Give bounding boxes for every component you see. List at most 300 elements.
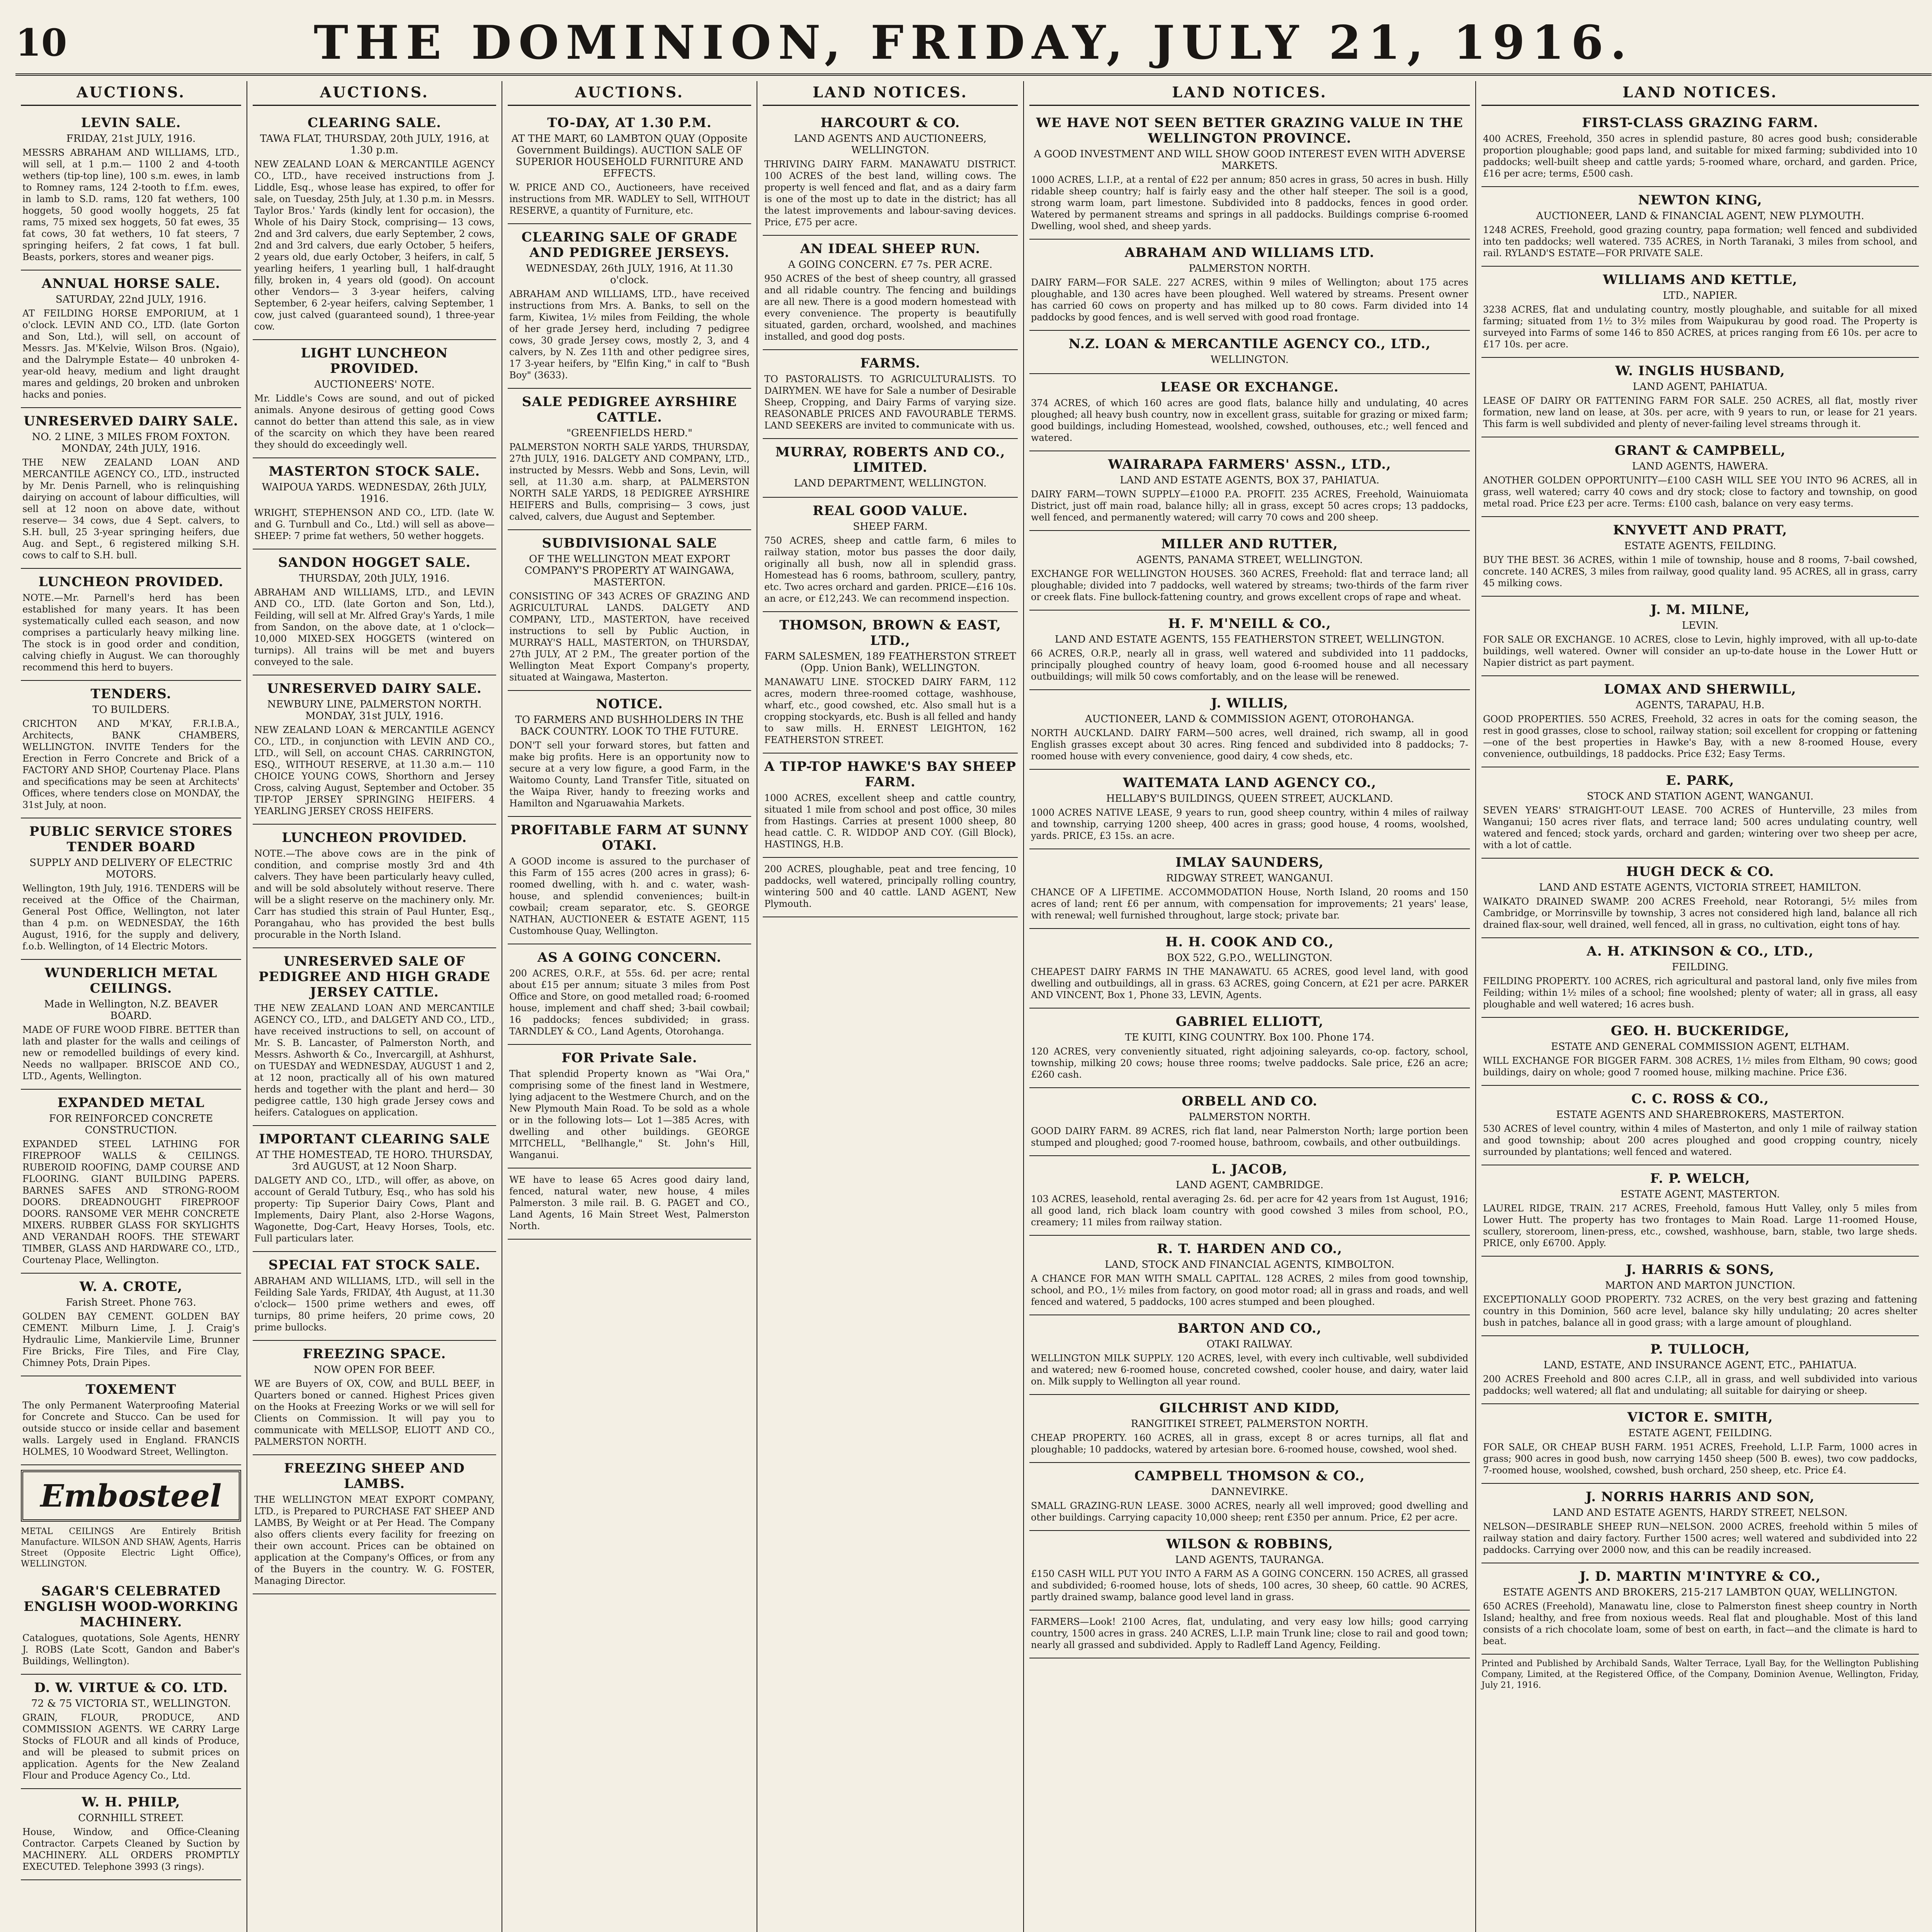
advertisement xyxy=(508,530,751,691)
ad-body: DALGETY AND CO., LTD., will offer, as above, on account of Gerald Tutbury, Esq., who has sold his property: Tip Superior Dairy Cows, Plant and Implements, Dairy Plant, also 2-Horse Wagons, Wagonette, Dog-Cart, Heavy Horses, Tools, etc. Full particulars later. xyxy=(254,1175,495,1244)
ad-heading: NEWTON KING, xyxy=(1638,192,1762,208)
ad-subheading: THURSDAY, 20th JULY, 1916. xyxy=(299,573,450,584)
ad-subheading: WAIPOUA YARDS. WEDNESDAY, 26th JULY, 1916. xyxy=(262,481,487,505)
ad-subheading: ESTATE AGENT, MASTERTON. xyxy=(1620,1189,1780,1200)
advertisement xyxy=(1481,1484,1919,1563)
ad-heading: UNRESERVED DAIRY SALE. xyxy=(267,681,482,696)
advertisement xyxy=(253,340,496,458)
ad-heading: CLEARING SALE OF GRADE AND PEDIGREE JERSEYS. xyxy=(521,230,738,260)
ad-body: THE WELLINGTON MEAT EXPORT COMPANY, LTD., is Prepared to PURCHASE FAT SHEEP AND LAMBS, By Weight or at Per Head. The Company also offers clients every facility for freezing on their own account. Prices can be obtained on application at the Company's Offices, or from any of the Buyers in the country. W. G. FOSTER, Managing Director. xyxy=(254,1494,495,1586)
ad-heading: FARMS. xyxy=(860,355,920,371)
ad-body: MANAWATU LINE. STOCKED DAIRY FARM, 112 acres, modern three-roomed cottage, washhouse, wharf, etc., good cowshed, etc. Also small hut is a cropping stockyards, etc. Bush is all felled and handy to saw mills. H. ERNEST LEIGHTON, 162 FEATHERSTON STREET. xyxy=(764,677,1016,745)
masthead xyxy=(15,12,1932,76)
ad-body: FARMERS—Look! 2100 Acres, flat, undulating, and very easy low hills; good carrying country, 1500 acres in grass. 240 ACRES, L.I.P. main Trunk line; close to rail and good town; nearly all grassed and subdivided. Apply to Radleff Land Agency, Feilding. xyxy=(1031,1616,1468,1650)
ad-subheading: NEWBURY LINE, PALMERSTON NORTH. MONDAY, 31st JULY, 1916. xyxy=(267,699,482,722)
ad-subheading: AT THE MART, 60 LAMBTON QUAY (Opposite Government Buildings). AUCTION SALE OF SUPERIOR HOUSEHOLD FURNITURE AND EFFECTS. xyxy=(511,133,748,179)
ad-body: Wellington, 19th July, 1916. TENDERS will be received at the Office of the Chairman, General Post Office, Wellington, not later than 4 p.m. on WEDNESDAY, the 16th August, 1916, for the supply and delivery, f.o.b. Wellington, of 14 Electric Motors. xyxy=(22,883,240,952)
advertisement xyxy=(508,389,751,530)
ad-body: WE have to lease 65 Acres good dairy land, fenced, natural water, new house, 4 miles Palmerston. 3 mile rail. B. G. PAGET and CO., Land Agents, 16 Main Street West, Palmerston North. xyxy=(509,1174,750,1231)
advertisement xyxy=(1481,1336,1919,1404)
ad-subheading: LAND AGENTS, TAURANGA. xyxy=(1175,1554,1324,1566)
ad-subheading: CORNHILL STREET. xyxy=(78,1812,184,1824)
ad-body: 3238 ACRES, flat and undulating country, mostly ploughable, and suitable for all mixed farming; situated from 1½ to 3½ miles from Waipukurau by good road. The Property is surveyed into Farms of some 146 to 850 ACRES, at prices ranging from £6 10s. per acre to £17 10s. per acre. xyxy=(1483,304,1917,350)
advertisement xyxy=(1481,1086,1919,1165)
ad-body: MESSRS ABRAHAM AND WILLIAMS, LTD., will sell, at 1 p.m.— 1100 2 and 4-tooth wethers (tip-top line), 100 s.m. ewes, in lamb to Romney rams, 124 2-tooth to f.f.m. ewes, in lamb to S.D. rams, 120 fat wethers, 100 hoggets, 50 good woolly hoggets, 25 fat rams, 75 mixed sex hoggets, 50 fat ewes, 35 fat cows, 30 fat wethers, 10 fat steers, 7 springing heifers, 2 fat cows, 1 fat bull. Beasts, porkers, stores and weaner pigs. xyxy=(22,147,240,262)
ad-heading: FREEZING SPACE. xyxy=(303,1346,446,1362)
ad-heading: SUBDIVISIONAL SALE xyxy=(542,536,717,551)
ad-body: House, Window, and Office-Cleaning Contractor. Carpets Cleaned by Suction by MACHINERY. ALL ORDERS PROMPTLY EXECUTED. Telephone 3993 (3 rings). xyxy=(22,1827,240,1872)
advertisement xyxy=(1029,770,1470,849)
ad-body: NOTE.—The above cows are in the pink of condition, and comprise mostly 3rd and 4th calvers. They have been particularly heavy culled, and will be sold absolutely without reserve. There will be a slight reserve on the machinery only. Mr. Carr has studied this strain of Paul Hunter, Esq., Porangahau, who has provided the best bulls procurable in the North Island. xyxy=(254,848,495,940)
advertisement xyxy=(1029,1463,1470,1531)
advertisement xyxy=(253,1126,496,1252)
ad-body: 750 ACRES, sheep and cattle farm, 6 miles to railway station, motor bus passes the door daily, originally all bush, now all in splendid grass. Homestead has 6 rooms, bathroom, scullery, pantry, etc. Two acres orchard and garden. PRICE—£16 10s. an acre, or £12,243. We can recommend inspection. xyxy=(764,535,1016,604)
ad-heading: FIRST-CLASS GRAZING FARM. xyxy=(1582,115,1818,131)
ad-heading: IMLAY SAUNDERS, xyxy=(1175,855,1324,870)
ad-body: CRICHTON AND M'KAY, F.R.I.B.A., Architects, BANK CHAMBERS, WELLINGTON. INVITE Tenders for the Erection in Ferro Concrete and Brick of a FACTORY AND SHOP, Courtenay Place. Plans and specifications may be seen at Architects' Offices, where tenders close on MONDAY, the 31st July, at noon. xyxy=(22,718,240,810)
advertisement xyxy=(21,1274,241,1376)
ad-subheading: PALMERSTON NORTH. xyxy=(1189,263,1311,274)
ad-subheading: PALMERSTON NORTH. xyxy=(1189,1111,1311,1123)
ad-heading: ABRAHAM AND WILLIAMS LTD. xyxy=(1124,245,1375,260)
ad-body: ABRAHAM AND WILLIAMS, LTD., will sell in the Feilding Sale Yards, FRIDAY, 4th August, at 11.30 o'clock— 1500 prime wethers and ewes, off turnips, 80 prime heifers, 20 prime cows, 20 prime bullocks. xyxy=(254,1276,495,1333)
advertisement xyxy=(1029,331,1470,374)
advertisement xyxy=(1481,938,1919,1018)
ad-body: 103 ACRES, leasehold, rental averaging 2s. 6d. per acre for 42 years from 1st August, 1916; all good land, rich black loam country with good cowshed 3 miles from school, P.O., creamery; 11 miles from railway station. xyxy=(1031,1194,1468,1228)
ad-subheading: ESTATE AGENTS AND SHAREBROKERS, MASTERTON. xyxy=(1556,1109,1844,1121)
advertisement xyxy=(253,1252,496,1341)
column-auctions-1 xyxy=(15,81,247,1932)
ad-subheading: ESTATE AND GENERAL COMMISSION AGENT, ELTHAM. xyxy=(1551,1041,1850,1053)
advertisement xyxy=(21,818,241,960)
advertisement xyxy=(21,1675,241,1789)
ad-subheading: FEILDING. xyxy=(1672,961,1729,973)
advertisement xyxy=(1029,929,1470,1009)
ad-body: WELLINGTON MILK SUPPLY. 120 ACRES, level, with every inch cultivable, well subdivided and watered; new 6-roomed house, concreted cowshed, cooler house, and dairy, water laid on. Milk supply to Wellington all year round. xyxy=(1031,1353,1468,1387)
ad-heading: H. F. M'NEILL & CO., xyxy=(1168,616,1331,631)
ad-body: NEW ZEALAND LOAN & MERCANTILE AGENCY CO., LTD., in conjunction with LEVIN AND CO., LTD., will Sell, on account CHAS. CARRINGTON, ESQ., WITHOUT RESERVE, at 11.30 a.m.— 110 CHOICE YOUNG COWS, Shorthorn and Jersey Cross, calving August, September and October. 35 TIP-TOP JERSEY SPRINGING HEIFERS. 4 YEARLING JERSEY CROSS HEIFERS. xyxy=(254,724,495,816)
ad-heading: SANDON HOGGET SALE. xyxy=(278,555,471,570)
ad-heading: BARTON AND CO., xyxy=(1177,1321,1322,1336)
advertisement xyxy=(763,110,1018,236)
advertisement xyxy=(1481,110,1919,187)
advertisement xyxy=(1481,597,1919,676)
column-auctions-2 xyxy=(247,81,502,1932)
columns xyxy=(15,81,1932,1932)
advertisement xyxy=(508,1045,751,1168)
ad-heading: PROFITABLE FARM AT SUNNY OTAKI. xyxy=(510,822,749,853)
advertisement xyxy=(1029,240,1470,331)
ad-heading: WAIRARAPA FARMERS' ASSN., LTD., xyxy=(1108,457,1391,472)
ad-body: 374 ACRES, of which 160 acres are good flats, balance hilly and undulating, 40 acres ploughed; all heavy bush country, now in excellent grass, suitable for grazing or mixed farm; good buildings, including Homestead, woolshed, cowshed, outhouses, etc.; well fenced and watered. xyxy=(1031,398,1468,443)
ad-heading: MURRAY, ROBERTS AND CO., LIMITED. xyxy=(775,444,1005,475)
advertisement xyxy=(1029,1315,1470,1395)
ad-subheading: AT THE HOMESTEAD, TE HORO. THURSDAY, 3rd AUGUST, at 12 Noon Sharp. xyxy=(256,1149,493,1172)
ad-heading: LUNCHEON PROVIDED. xyxy=(282,830,467,845)
advertisement xyxy=(1029,1156,1470,1236)
ad-body: SEVEN YEARS' STRAIGHT-OUT LEASE. 700 ACRES of Hunterville, 23 miles from Wanganui; 150 acres river flats, and terrace land; 500 acres undulating country, well watered and fenced; stock yards, orchard and garden; wintering over two sheep per acre, with a lot of cattle. xyxy=(1483,805,1917,850)
advertisement xyxy=(21,110,241,270)
ad-subheading: AGENTS, PANAMA STREET, WELLINGTON. xyxy=(1136,554,1363,566)
ad-subheading: LAND AND ESTATE AGENTS, VICTORIA STREET, HAMILTON. xyxy=(1539,882,1861,893)
ad-subheading: HELLABY'S BUILDINGS, QUEEN STREET, AUCKLAND. xyxy=(1106,793,1393,804)
newspaper-title: THE DOMINION, FRIDAY, JULY 21, 1916. xyxy=(313,15,1634,70)
ad-body: GOOD DAIRY FARM. 89 ACRES, rich flat land, near Palmerston North; large portion been stumped and ploughed; good 7-roomed house, bathroom, cowbails, and other outbuildings. xyxy=(1031,1126,1468,1148)
ad-heading: AN IDEAL SHEEP RUN. xyxy=(800,241,981,257)
advertisement xyxy=(1029,1611,1470,1658)
ad-heading: VICTOR E. SMITH, xyxy=(1627,1410,1773,1425)
ad-subheading: WEDNESDAY, 26th JULY, 1916, At 11.30 o'clock. xyxy=(526,263,733,286)
ad-body: That splendid Property known as "Wai Ora," comprising some of the finest land in Westmere, lying adjacent to the Westmere Church, and on the New Plymouth Main Road. To be sold as a whole or in the following lots— Lot 1—385 Acres, with dwelling and other buildings. GEORGE MITCHELL, "Bellhangle," St. John's Hill, Wanganui. xyxy=(509,1068,750,1160)
column-auctions-3 xyxy=(502,81,757,1932)
advertisement xyxy=(1029,849,1470,929)
ad-subheading: ESTATE AGENT, FEILDING. xyxy=(1628,1427,1772,1439)
advertisement xyxy=(763,612,1018,753)
ad-subheading: LAND DEPARTMENT, WELLINGTON. xyxy=(794,478,987,489)
ad-heading: LOMAX AND SHERWILL, xyxy=(1604,682,1796,697)
advertisement xyxy=(508,110,751,224)
ad-body: LAUREL RIDGE, TRAIN. 217 ACRES, Freehold, famous Hutt Valley, only 5 miles from Lower Hutt. The property has two frontages to Main Road. Large 11-roomed House, scullery, storeroom, linen-press, etc., cowshed, washhouse, barn, stable, two large sheds. PRICE, only £6700. Apply. xyxy=(1483,1203,1917,1248)
advertisement xyxy=(1481,1165,1919,1257)
advertisement xyxy=(253,110,496,340)
ad-body: SMALL GRAZING-RUN LEASE. 3000 ACRES, nearly all well improved; good dwelling and other buildings. Carrying capacity 10,000 sheep; rent £350 per annum. Price, £2 per acre. xyxy=(1031,1500,1468,1523)
ad-body: WRIGHT, STEPHENSON AND CO., LTD. (late W. and G. Turnbull and Co., Ltd.) will sell as above— SHEEP: 7 prime fat wethers, 50 wether hoggets. xyxy=(254,507,495,541)
ad-body: PALMERSTON NORTH SALE YARDS, THURSDAY, 27th JULY, 1916. DALGETY AND COMPANY, LTD., instructed by Messrs. Webb and Sons, Levin, will sell, at 11.30 a.m. sharp, at PALMERSTON NORTH SALE YARDS, 18 PEDIGREE AYRSHIRE HEIFERS and Bulls, comprising— 3 cows, just calved, calvers, due August and September. xyxy=(509,442,750,522)
ad-subheading: LAND AGENTS AND AUCTIONEERS, WELLINGTON. xyxy=(794,133,987,156)
ad-subheading: LAND AGENT, CAMBRIDGE. xyxy=(1175,1179,1324,1191)
ad-subheading: TO FARMERS AND BUSHHOLDERS IN THE BACK COUNTRY. LOOK TO THE FUTURE. xyxy=(515,714,744,737)
ad-subheading: RIDGWAY STREET, WANGANUI. xyxy=(1166,872,1333,884)
ad-subheading: LAND AND ESTATE AGENTS, 155 FEATHERSTON STREET, WELLINGTON. xyxy=(1054,634,1445,645)
ad-body: FOR SALE, OR CHEAP BUSH FARM. 1951 ACRES, Freehold, L.I.P. Farm, 1000 acres in grass; 900 acres in good bush, now carrying 1450 sheep (500 B. ewes), two cow paddocks, 7-roomed house, woolshed, cowshed, bush orchard, 250 sheep, etc. Price £4. xyxy=(1483,1442,1917,1476)
advertisement xyxy=(1481,1563,1919,1655)
column-heading: AUCTIONS. xyxy=(21,81,241,106)
ad-heading: LEVIN SALE. xyxy=(81,115,181,131)
advertisement xyxy=(1029,110,1470,240)
ad-body: CHANCE OF A LIFETIME. ACCOMMODATION House, North Island, 20 rooms and 150 acres of land; rent £6 per annum, with compensation for improvements; 21 years' lease, with renewal; well furnished throughout, large stock; private bar. xyxy=(1031,887,1468,921)
advertisement xyxy=(21,1090,241,1274)
advertisement xyxy=(21,1578,241,1675)
ad-body: FEILDING PROPERTY. 100 ACRES, rich agricultural and pastoral land, only five miles from Feilding; within 1½ miles of a school; fine woolshed; plenty of water; all in grass, all easy ploughable and well watered; 16 acres bush. xyxy=(1483,976,1917,1010)
ad-heading: MASTERTON STOCK SALE. xyxy=(269,464,480,479)
ad-body: NELSON—DESIRABLE SHEEP RUN—NELSON. 2000 ACRES, freehold within 5 miles of railway station and dairy factory. Further 1500 acres; well watered and subdivided into 22 paddocks. Carrying over 2000 now, and this can be readily increased. xyxy=(1483,1521,1917,1555)
ad-heading: MILLER AND RUTTER, xyxy=(1161,536,1338,552)
ad-subheading: RANGITIKEI STREET, PALMERSTON NORTH. xyxy=(1131,1418,1369,1430)
ad-body: W. PRICE AND CO., Auctioneers, have received instructions from MR. WADLEY to Sell, WITHOUT RESERVE, a quantity of Furniture, etc. xyxy=(509,182,750,216)
embosteel-logo: Embosteel xyxy=(21,1470,241,1522)
ad-heading: A. H. ATKINSON & CO., LTD., xyxy=(1587,944,1814,959)
ad-body: 650 ACRES (Freehold), Manawatu line, close to Palmerston finest sheep country in North Island; healthy, and free from noxious weeds. Real flat and ploughable. Most of this land consists of a rich chocolate loam, some of best on earth, in fact—and the climate is hard to beat. xyxy=(1483,1601,1917,1646)
ad-heading: GEO. H. BUCKERIDGE, xyxy=(1611,1023,1790,1039)
advertisement xyxy=(763,350,1018,439)
ad-subheading: LAND, STOCK AND FINANCIAL AGENTS, KIMBOLTON. xyxy=(1105,1259,1395,1270)
advertisement xyxy=(508,817,751,944)
ad-heading: FREEZING SHEEP AND LAMBS. xyxy=(284,1461,465,1492)
ad-heading: WUNDERLICH METAL CEILINGS. xyxy=(44,965,218,996)
ad-heading: LEASE OR EXCHANGE. xyxy=(1160,379,1339,395)
ad-heading: N.Z. LOAN & MERCANTILE AGENCY CO., LTD., xyxy=(1068,336,1431,352)
ad-heading: GRANT & CAMPBELL, xyxy=(1614,443,1786,458)
ad-heading: GABRIEL ELLIOTT, xyxy=(1175,1014,1324,1029)
ad-heading: A TIP-TOP HAWKE'S BAY SHEEP FARM. xyxy=(764,759,1016,790)
advertisement xyxy=(253,458,496,549)
ad-body: DAIRY FARM—FOR SALE. 227 ACRES, within 9 miles of Wellington; about 175 acres ploughable, and 130 acres have been ploughed. Well watered by streams. Present owner has carried 60 cows on property and has milked up to 80 cows. Farm divided into 14 paddocks by good fences, and is well served with good road frontage. xyxy=(1031,277,1468,323)
ad-heading: THOMSON, BROWN & EAST, LTD., xyxy=(779,617,1001,648)
ad-subheading: LTD., NAPIER. xyxy=(1663,290,1738,301)
ad-subheading: LAND AGENT, PAHIATUA. xyxy=(1633,381,1768,393)
ad-body: GOLDEN BAY CEMENT. GOLDEN BAY CEMENT. Milburn Lime, J. J. Craig's Hydraulic Lime, Mankiervile Lime, Brunner Fire Bricks, Fire Tiles, and Fire Clay, Chimney Pots, Drain Pipes. xyxy=(22,1311,240,1368)
advertisement xyxy=(1029,1531,1470,1611)
ad-subheading: NOW OPEN FOR BEEF. xyxy=(313,1364,435,1376)
advertisement xyxy=(1481,1257,1919,1336)
ad-body: 200 ACRES, ploughable, peat and tree fencing, 10 paddocks, well watered, principally rolling country, wintering 500 and 40 cattle. LAND AGENT, New Plymouth. xyxy=(764,864,1016,909)
ad-body: 1000 ACRES, L.I.P., at a rental of £22 per annum; 850 acres in grass, 50 acres in bush. Hilly ridable sheep country; half is fairly easy and the other half steeper. The soil is a good, strong warm loam, part limestone. Subdivided into 8 paddocks, fences in good order. Watered by permanent streams and springs in all paddocks. Buildings comprise 6-roomed Dwelling, wool shed, and sheep yards. xyxy=(1031,174,1468,231)
ad-subheading: LAND AND ESTATE AGENTS, BOX 37, PAHIATUA. xyxy=(1120,474,1379,486)
ad-subheading: OF THE WELLINGTON MEAT EXPORT COMPANY'S PROPERTY AT WAINGAWA, MASTERTON. xyxy=(524,553,735,588)
ad-body: 1000 ACRES NATIVE LEASE, 9 years to run, good sheep country, within 4 miles of railway and township, carrying 1200 sheep, 400 acres in grass; good house, 4 rooms, woolshed, yards. PRICE, £3 15s. an acre. xyxy=(1031,807,1468,841)
ad-subheading: SHEEP FARM. xyxy=(853,521,928,532)
advertisement xyxy=(1481,676,1919,767)
ad-heading: NOTICE. xyxy=(596,696,663,712)
ad-heading: TO-DAY, AT 1.30 P.M. xyxy=(547,115,712,131)
ad-body: EXCEPTIONALLY GOOD PROPERTY. 732 ACRES, on the very best grazing and fattening country in this Dominion, 560 acre level, balance sky hilly undulating; 20 acres shelter bush in patches, balance all in good grass; with a large amount of ploughland. xyxy=(1483,1294,1917,1328)
ad-heading: ORBELL AND CO. xyxy=(1182,1094,1318,1109)
ad-subheading: Farish Street. Phone 763. xyxy=(66,1297,196,1308)
ad-body: A CHANCE FOR MAN WITH SMALL CAPITAL. 128 ACRES, 2 miles from good township, school, and P.O., 1½ miles from factory, on good motor road; all in grass and roads, and well fenced and watered, 5 paddocks, 100 acres stumped and been ploughed. xyxy=(1031,1273,1468,1307)
ad-heading: KNYVETT AND PRATT, xyxy=(1613,522,1787,538)
ad-heading: GILCHRIST AND KIDD, xyxy=(1159,1400,1340,1416)
ad-subheading: A GOING CONCERN. £7 7s. PER ACRE. xyxy=(788,259,993,270)
ad-body: CHEAPEST DAIRY FARMS IN THE MANAWATU. 65 ACRES, good level land, with good dwelling and outbuildings, all in grass. 63 ACRES, going Concern, at £21 per acre. PARKER AND VINCENT, Box 1, Phone 33, LEVIN, Agents. xyxy=(1031,966,1468,1000)
ad-heading: AS A GOING CONCERN. xyxy=(537,950,722,965)
advertisement xyxy=(1029,1236,1470,1315)
ad-heading: WAITEMATA LAND AGENCY CO., xyxy=(1123,775,1376,791)
ad-subheading: A GOOD INVESTMENT AND WILL SHOW GOOD INTEREST EVEN WITH ADVERSE MARKETS. xyxy=(1034,148,1466,172)
advertisement xyxy=(1481,437,1919,517)
advertisement xyxy=(1481,767,1919,859)
ad-heading: SALE PEDIGREE AYRSHIRE CATTLE. xyxy=(522,394,737,425)
ad-body: WE are Buyers of OX, COW, and BULL BEEF, in Quarters boned or canned. Highest Prices given on the Hooks at Freezing Works or we will sell for Clients on Commission. It will pay you to communicate with MELLSOP, ELIOTT AND CO., PALMERSTON NORTH. xyxy=(254,1378,495,1447)
ad-body: GRAIN, FLOUR, PRODUCE, AND COMMISSION AGENTS. WE CARRY Large Stocks of FLOUR and all kinds of Produce, and will be pleased to submit prices on application. Agents for the New Zealand Flour and Produce Agency Co., Ltd. xyxy=(22,1712,240,1781)
ad-body: The only Permanent Waterproofing Material for Concrete and Stucco. Can be used for outside stucco or inside cellar and basement walls. Largely used in England. FRANCIS HOLMES, 10 Woodward Street, Wellington. xyxy=(22,1400,240,1457)
ad-heading: PUBLIC SERVICE STORES TENDER BOARD xyxy=(29,824,233,855)
ad-heading: J. WILLIS, xyxy=(1211,696,1289,711)
page-number: 10 xyxy=(15,20,67,65)
ad-subheading: DANNEVIRKE. xyxy=(1211,1486,1288,1498)
advertisement xyxy=(21,408,241,569)
ad-body: CONSISTING OF 343 ACRES OF GRAZING AND AGRICULTURAL LANDS. DALGETY AND COMPANY, LTD., MASTERTON, have received instructions to sell by Public Auction, in MURRAY'S HALL, MASTERTON, on THURSDAY, 27th JULY, AT 2 P.M., The greater portion of the Wellington Meat Export Company's property, situated at Waingawa, Masterton. xyxy=(509,591,750,683)
column-heading: AUCTIONS. xyxy=(508,81,751,106)
advertisement xyxy=(21,1789,241,1880)
advertisement xyxy=(1481,1404,1919,1484)
advertisement xyxy=(1029,374,1470,451)
advertisement xyxy=(1481,517,1919,597)
column-land-notices-3 xyxy=(1476,81,1924,1932)
advertisement xyxy=(253,675,496,825)
advertisement xyxy=(1481,859,1919,938)
ad-body: 530 ACRES of level country, within 4 miles of Masterton, and only 1 mile of railway station and good township; about 200 acres ploughed and good cropping country, nicely surrounded by plantations; well fenced and watered. xyxy=(1483,1123,1917,1157)
ad-subheading: Made in Wellington, N.Z. BEAVER BOARD. xyxy=(44,998,218,1022)
ad-body: THE NEW ZEALAND LOAN AND MERCANTILE AGENCY CO., LTD., instructed by Mr. Denis Parnell, who is relinquishing dairying on account of labour difficulties, will sell at 12 noon on above date, without reserve— 34 cows, due 4 Sept. calvers, to S.H. bull, 25 3-year springing heifers, due Aug. and Sept., 6 registered milking S.H. cows to calf to S.H. bull. xyxy=(22,457,240,561)
ad-heading: LIGHT LUNCHEON PROVIDED. xyxy=(301,345,448,376)
advertisement xyxy=(1029,1395,1470,1463)
ad-body: A GOOD income is assured to the purchaser of this Farm of 155 acres (200 acres in grass); 6-roomed dwelling, with h. and c. water, wash-house, and splendid conveniences; built-in cowbail; cream separator, etc. S. GEORGE NATHAN, AUCTIONEER & ESTATE AGENT, 115 Customhouse Quay, Wellington. xyxy=(509,856,750,936)
ad-heading: CAMPBELL THOMSON & CO., xyxy=(1134,1468,1365,1484)
ad-heading: HARCOURT & CO. xyxy=(820,115,960,131)
ad-heading: F. P. WELCH, xyxy=(1650,1171,1750,1186)
ad-subheading: 72 & 75 VICTORIA ST., WELLINGTON. xyxy=(31,1698,231,1709)
advertisement xyxy=(21,681,241,818)
ad-body: AT FEILDING HORSE EMPORIUM, at 1 o'clock. LEVIN AND CO., LTD. (late Gorton and Son, Ltd.), will sell, on account of Messrs. Jas. M'Kelvie, Wilson Bros. (Ngaio), and the Dalrymple Estate— 40 unbroken 4-year-old heavy, medium and light draught mares and geldings, 20 broken and unbroken hacks and ponies. xyxy=(22,308,240,400)
advertisement xyxy=(1029,611,1470,690)
advertisement xyxy=(508,944,751,1045)
ad-heading: J. HARRIS & SONS, xyxy=(1626,1262,1775,1277)
ad-body: 200 ACRES Freehold and 800 acres C.I.P., all in grass, and well subdivided into various paddocks; well watered; all flat and undulating; all suitable for dairying or sheep. xyxy=(1483,1374,1917,1396)
ad-heading: SAGAR'S CELEBRATED ENGLISH WOOD-WORKING MACHINERY. xyxy=(24,1583,238,1630)
advertisement xyxy=(21,1376,241,1465)
column-land-notices-1 xyxy=(757,81,1024,1932)
ad-heading: WILSON & ROBBINS, xyxy=(1166,1536,1333,1552)
ad-heading: W. A. CROTE, xyxy=(79,1279,183,1294)
ad-heading: J. M. MILNE, xyxy=(1650,602,1750,617)
advertisement xyxy=(1481,1018,1919,1086)
advertisement xyxy=(1029,1009,1470,1088)
advertisement xyxy=(21,270,241,408)
ad-body: 950 ACRES of the best of sheep country, all grassed and all ridable country. The fencing and buildings are all new. There is a good modern homestead with every convenience. The property is beautifully situated, garden, orchard, woolshed, and machines installed, and good dog posts. xyxy=(764,273,1016,342)
ad-subheading: STOCK AND STATION AGENT, WANGANUI. xyxy=(1587,791,1814,802)
advertisement xyxy=(253,825,496,948)
advertisement xyxy=(253,948,496,1126)
ad-body: 120 ACRES, very conveniently situated, right adjoining saleyards, co-op. factory, school, township, milking 20 cows; house three rooms; twelve paddocks. Sale price, £26 an acre; £260 cash. xyxy=(1031,1046,1468,1080)
ad-heading: IMPORTANT CLEARING SALE xyxy=(259,1131,490,1147)
advertisement xyxy=(1029,531,1470,611)
advertisement xyxy=(763,753,1018,858)
ad-heading: SPECIAL FAT STOCK SALE. xyxy=(268,1257,481,1273)
advertisement xyxy=(508,1168,751,1240)
advertisement xyxy=(1481,358,1919,437)
column-land-notices-2 xyxy=(1024,81,1476,1932)
ad-heading: J. D. MARTIN M'INTYRE & CO., xyxy=(1579,1569,1821,1584)
ad-body: ABRAHAM AND WILLIAMS, LTD., and LEVIN AND CO., LTD. (late Gorton and Son, Ltd.), Feilding, will sell at Mr. Alfred Gray's Yards, 1 mile from Sandon, on the above date, at 1 o'clock— 10,000 MIXED-SEX HOGGETS (wintered on turnips). All trains will be met and buyers conveyed to the sale. xyxy=(254,587,495,667)
ad-heading: UNRESERVED DAIRY SALE. xyxy=(24,413,238,429)
advertisement xyxy=(21,960,241,1090)
advertisement xyxy=(1029,1088,1470,1156)
ad-heading: L. JACOB, xyxy=(1211,1162,1288,1177)
ad-body: THRIVING DAIRY FARM. MANAWATU DISTRICT. 100 ACRES of the best land, willing cows. The property is well fenced and flat, and as a dairy farm is one of the most up to date in the district; has all the latest improvements and labour-saving devices. Price, £75 per acre. xyxy=(764,159,1016,228)
ad-subheading: FRIDAY, 21st JULY, 1916. xyxy=(66,133,196,145)
ad-body: NORTH AUCKLAND. DAIRY FARM—500 acres, well drained, rich swamp, all in good English grasses except about 30 acres. Ring fenced and subdivided into 8 paddocks; 7-roomed house with every convenience, good dairy, 4 cow sheds, etc. xyxy=(1031,728,1468,762)
ad-subheading: LEVIN. xyxy=(1682,620,1719,631)
ad-subheading: ESTATE AGENTS, FEILDING. xyxy=(1624,540,1776,552)
ad-subheading: OTAKI RAILWAY. xyxy=(1206,1338,1293,1350)
ad-body: NEW ZEALAND LOAN & MERCANTILE AGENCY CO., LTD., have received instructions from J. Liddle, Esq., whose lease has expired, to offer for sale, on Tuesday, 25th July, at 1.30 p.m. in Messrs. Taylor Bros.' Yards (kindly lent for occasion), the Whole of his Dairy Stock, comprising— 13 cows, 2nd and 3rd calvers, due early September, 2 cows, 2nd and 3rd calvers, due early October, 5 heifers, 2 years old, due early October, 3 heifers, in calf, 5 yearling heifers, 1 yearling bull, 1 half-draught filly, broken in, 4 years old (good). On account other Vendors— 3 3-year heifers, calving September, 6 2-year heifers, calving September, 1 cow, just calved (guaranteed sound), 1 three-year cow. xyxy=(254,159,495,332)
ad-body: NOTE.—Mr. Parnell's herd has been established for many years. It has been systematically culled each season, and now comprises a particularly heavy milking line. The stock is in good order and condition, calving chiefly in August. We can thoroughly recommend this herd to buyers. xyxy=(22,592,240,673)
ad-body: BUY THE BEST. 36 ACRES, within 1 mile of township, house and 8 rooms, 7-bail cowshed, concrete. 140 ACRES, 3 miles from railway, good quality land. 95 ACRES, all in grass, carry 45 milking cows. xyxy=(1483,554,1917,588)
advertisement xyxy=(763,439,1018,498)
ad-heading: W. H. PHILP, xyxy=(82,1794,180,1810)
advertisement xyxy=(1481,187,1919,267)
advertisement xyxy=(508,691,751,817)
advertisement xyxy=(21,569,241,681)
ad-heading: P. TULLOCH, xyxy=(1650,1342,1750,1357)
advertisement xyxy=(1029,690,1470,770)
ad-subheading: TE KUITI, KING COUNTRY. Box 100. Phone 174. xyxy=(1125,1032,1374,1043)
ad-body: TO PASTORALISTS. TO AGRICULTURALISTS. TO DAIRYMEN. WE have for Sale a number of Desirable Sheep, Cropping, and Dairy Farms of varying size. REASONABLE PRICES AND FAVOURABLE TERMS. LAND SEEKERS are invited to communicate with us. xyxy=(764,374,1016,431)
ad-subheading: FARM SALESMEN, 189 FEATHERSTON STREET (Opp. Union Bank), WELLINGTON. xyxy=(764,651,1016,674)
ad-subheading: AUCTIONEER, LAND & FINANCIAL AGENT, NEW PLYMOUTH. xyxy=(1536,210,1864,222)
ad-body: ABRAHAM AND WILLIAMS, LTD., have received instructions from Mrs. A. Banks, to sell on the farm, Kiwitea, 1½ miles from Feilding, the whole of her grade Jersey herd, including 7 pedigree cows, 30 grade Jersey cows, mostly 2, 3, and 4 calvers, by N. Zes 11th and other pedigree sires, 17 3-year heifers, by "Elfin King," in calf to "Bush Boy" (3633). xyxy=(509,289,750,381)
ad-body: WAIKATO DRAINED SWAMP. 200 ACRES Freehold, near Rotorangi, 5½ miles from Cambridge, or Morrinsville by township, 3 acres not considered high land, balance all rich drained flax-sour, well drained, well fenced, all in grass, no cultivation, eight tons of hay. xyxy=(1483,896,1917,930)
ad-body: 400 ACRES, Freehold, 350 acres in splendid pasture, 80 acres good bush; considerable proportion ploughable; good paps land, and suitable for mixed farming; subdivided into 10 paddocks; well-built sheep and cattle yards; 5-roomed whare, orchard, and garden. Price, £16 per acre; terms, £500 cash. xyxy=(1483,133,1917,179)
advertisement xyxy=(1481,267,1919,358)
ad-heading: WILLIAMS AND KETTLE, xyxy=(1603,272,1798,287)
ad-subheading: "GREENFIELDS HERD." xyxy=(566,427,692,439)
advertisement xyxy=(253,549,496,675)
ad-subheading: SUPPLY AND DELIVERY OF ELECTRIC MOTORS. xyxy=(29,857,233,880)
ad-subheading: TAWA FLAT, THURSDAY, 20th JULY, 1916, at 1.30 p.m. xyxy=(260,133,489,156)
printer-imprint: Printed and Published by Archibald Sands, Walter Terrace, Lyall Bay, for the Wellington Publishing Company, Limited, at the Registered Office, of the Company, Dominion Avenue, Wellington, Friday, July 21, 1916. xyxy=(1481,1659,1919,1690)
advertisement xyxy=(1029,451,1470,531)
ad-body: Mr. Liddle's Cows are sound, and out of picked animals. Anyone desirous of getting good Cows cannot do better than attend this sale, as in view of the scarcity on which they have been reared they should do exceedingly well. xyxy=(254,393,495,450)
ad-heading: HUGH DECK & CO. xyxy=(1626,864,1774,879)
ad-body: LEASE OF DAIRY OR FATTENING FARM FOR SALE. 250 ACRES, all flat, mostly river formation, new land on lease, at 30s. per acre, with 9 years to run, or lease for 21 years. This farm is well subdivided and plenty of never-failing level streams through it. xyxy=(1483,395,1917,429)
ad-body: 1000 ACRES, excellent sheep and cattle country, situated 1 mile from school and post office, 30 miles from Hastings. Carries at present 1000 sheep, 80 head cattle. C. R. WIDDOP AND COY. (Gill Block), HASTINGS, H.B. xyxy=(764,793,1016,850)
ad-heading: TOXEMENT xyxy=(85,1382,177,1397)
ad-heading: H. H. COOK AND CO., xyxy=(1165,934,1334,950)
ad-body: 66 ACRES, O.R.P., nearly all in grass, well watered and subdivided into 11 paddocks, principally ploughed country of heavy loam, good 6-roomed house and all necessary outbuildings; will milk 50 cows comfortably, and on the lease will be renewed. xyxy=(1031,648,1468,682)
column-heading: LAND NOTICES. xyxy=(1029,81,1470,106)
ad-body: THE NEW ZEALAND LOAN AND MERCANTILE AGENCY CO., LTD., and DALGETY AND CO., LTD., have received instructions to sell, on account of Mr. S. B. Lancaster, of Palmerston North, and Messrs. Ashworth & Co., Invercargill, at Ashhurst, on TUESDAY and WEDNESDAY, AUGUST 1 and 2, at 12 noon, practically all of his own matured herds and together with the plant and herd— 30 pedigree cattle, 130 high grade Jersey cows and heifers. Catalogues on application. xyxy=(254,1003,495,1118)
ad-body: DAIRY FARM—TOWN SUPPLY—£1000 P.A. PROFIT. 235 ACRES, Freehold, Wainuiomata District, just off main road, balance hilly; all in grass, except 50 acres crops; 13 paddocks, well fenced, and permanently watered; will carry 70 cows and 200 sheep. xyxy=(1031,489,1468,523)
ad-heading: TENDERS. xyxy=(90,686,172,702)
ad-heading: FOR Private Sale. xyxy=(561,1050,697,1066)
advertisement xyxy=(763,236,1018,350)
ad-subheading: SATURDAY, 22nd JULY, 1916. xyxy=(55,294,207,305)
column-heading: AUCTIONS. xyxy=(253,81,496,106)
ad-heading: C. C. ROSS & CO., xyxy=(1631,1091,1769,1107)
ad-subheading: LAND AGENTS, HAWERA. xyxy=(1632,461,1769,472)
ad-body: EXPANDED STEEL LATHING FOR FIREPROOF WALLS & CEILINGS. RUBEROID ROOFING, DAMP COURSE AND FLOORING. GIANT BUILDING PAPERS. BARNES SAFES AND STRONG-ROOM DOORS. DREADNOUGHT FIREPROOF DOORS. RANSOME VER MEHR CONCRETE MIXERS. RUBBER GLASS FOR SKYLIGHTS AND VERANDAH ROOFS. THE STEWART TIMBER, GLASS AND HARDWARE CO., LTD., Courtenay Place, Wellington. xyxy=(22,1139,240,1265)
ad-subheading: WELLINGTON. xyxy=(1210,354,1289,366)
advertisement xyxy=(508,224,751,389)
ad-heading: W. INGLIS HUSBAND, xyxy=(1615,363,1785,379)
ad-subheading: NO. 2 LINE, 3 MILES FROM FOXTON. MONDAY, 24th JULY, 1916. xyxy=(32,431,230,454)
ad-heading: E. PARK, xyxy=(1666,773,1735,788)
ad-body: FOR SALE OR EXCHANGE. 10 ACRES, close to Levin, highly improved, with all up-to-date buildings, well watered. Owner will consider an up-to-date house in the Lower Hutt or Napier district as part payment. xyxy=(1483,634,1917,668)
ad-heading: LUNCHEON PROVIDED. xyxy=(38,574,224,590)
ad-heading: R. T. HARDEN AND CO., xyxy=(1157,1241,1342,1257)
ad-subheading: BOX 522, G.P.O., WELLINGTON. xyxy=(1167,952,1333,964)
ad-subheading: ESTATE AGENTS AND BROKERS, 215-217 LAMBTON QUAY, WELLINGTON. xyxy=(1503,1587,1898,1598)
ad-subheading: FOR REINFORCED CONCRETE CONSTRUCTION. xyxy=(49,1113,213,1136)
ad-heading: REAL GOOD VALUE. xyxy=(813,503,968,519)
ad-subheading: AUCTIONEER, LAND & COMMISSION AGENT, OTOROHANGA. xyxy=(1085,713,1415,725)
ad-body: MADE OF FURE WOOD FIBRE. BETTER than lath and plaster for the walls and ceilings of new or remodelled buildings of every kind. Needs no wallpaper. BRISCOE AND CO., LTD., Agents, Wellington. xyxy=(22,1024,240,1082)
ad-body: DON'T sell your forward stores, but fatten and make big profits. Here is an opportunity now to secure at a very low figure, a good Farm, in the Waitomo County, Land Transfer Title, situated on the Waipa River, handy to freezing works and Hamilton and Ngaruawahia Markets. xyxy=(509,740,750,809)
ad-body: WILL EXCHANGE FOR BIGGER FARM. 308 ACRES, 1½ miles from Eltham, 90 cows; good buildings, dairy on whole; good 7 roomed house, milking machine. Price £36. xyxy=(1483,1055,1917,1078)
ad-heading: D. W. VIRTUE & CO. LTD. xyxy=(34,1680,228,1696)
advertisement xyxy=(763,498,1018,612)
ad-body: GOOD PROPERTIES. 550 ACRES, Freehold, 32 acres in oats for the coming season, the rest in good grasses, close to school, railway station; soil excellent for cropping or fattening—one of the best properties in Hawke's Bay, with a new 8-roomed House, every convenience, outbuildings, 18 paddocks. Price £32; Easy Terms. xyxy=(1483,714,1917,759)
advertisement xyxy=(763,858,1018,917)
ad-body: £150 CASH WILL PUT YOU INTO A FARM AS A GOING CONCERN. 150 ACRES, all grassed and subdivided; 6-roomed house, lots of sheds, 100 acres, 30 sheep, 60 cattle. 90 ACRES, partly drained swamp, balance good level land in grass. xyxy=(1031,1568,1468,1602)
ad-subheading: AUCTIONEERS' NOTE. xyxy=(314,379,435,390)
ad-heading: ANNUAL HORSE SALE. xyxy=(41,276,221,291)
ad-body: CHEAP PROPERTY. 160 ACRES, all in grass, except 8 or acres turnips, all flat and ploughable; 10 paddocks, watered by artesian bore. 6-roomed house, cowshed, wool shed. xyxy=(1031,1432,1468,1455)
ad-heading: UNRESERVED SALE OF PEDIGREE AND HIGH GRADE JERSEY CATTLE. xyxy=(259,954,490,1000)
advertisement xyxy=(253,1341,496,1455)
ad-body: Catalogues, quotations, Sole Agents, HENRY J. ROBS (Late Scott, Gandon and Baber's Buildings, Wellington). xyxy=(22,1633,240,1667)
